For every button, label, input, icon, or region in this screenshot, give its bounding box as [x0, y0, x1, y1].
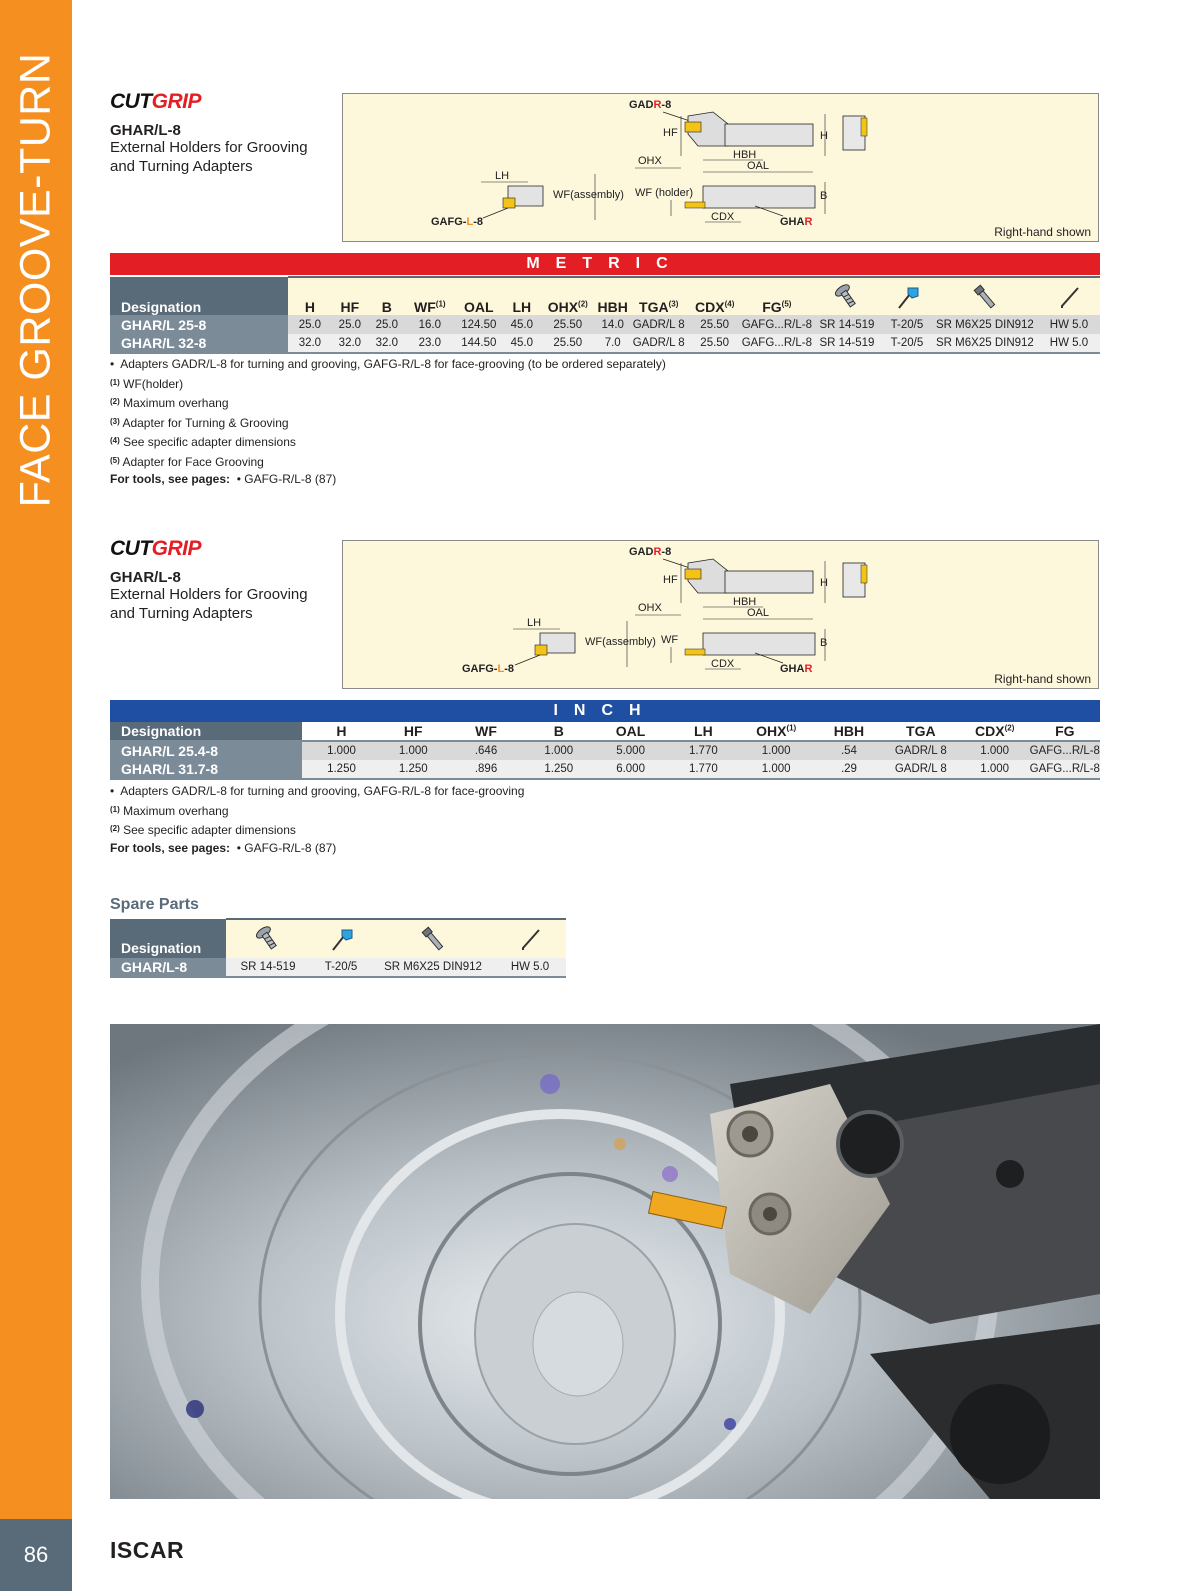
table-cell: HW 5.0 — [1038, 334, 1100, 353]
col-fg: FG — [1055, 723, 1075, 739]
col-oal: OAL — [615, 723, 646, 739]
product-section-inch — [110, 537, 1100, 857]
table-cell: 32.0 — [288, 334, 332, 353]
svg-text:HBH: HBH — [733, 596, 757, 608]
col-hf: HF — [403, 723, 423, 739]
table-row — [110, 741, 1100, 760]
table-cell: SR M6X25 DIN912 — [932, 315, 1038, 334]
footer-brand-logo: ISCAR — [110, 1537, 185, 1563]
table-cell: SR 14-519 — [812, 334, 882, 353]
screw-icon — [812, 277, 882, 315]
table-cell: 25.0 — [332, 315, 368, 334]
table-cell: GADR/L 8 — [882, 760, 960, 779]
section-sidebar — [0, 0, 72, 1519]
table-cell: SR M6X25 DIN912 — [932, 334, 1038, 353]
metric-spec-table — [110, 276, 1100, 354]
svg-text:CDX: CDX — [711, 211, 735, 223]
col-designation: Designation — [110, 277, 288, 315]
table-cell: 1.770 — [670, 741, 736, 760]
inch-spec-table — [110, 722, 1100, 780]
svg-text:GADR-8: GADR-8 — [629, 546, 672, 558]
table-cell: GADR/L 8 — [630, 334, 688, 353]
col-lh: LH — [694, 723, 713, 739]
table-cell: 6.000 — [591, 760, 671, 779]
col-designation: Designation — [110, 722, 302, 741]
svg-text:WF: WF — [661, 634, 679, 646]
col-cdx: CDX$^{(4)}$ — [688, 277, 742, 315]
section-title: FACE GROOVE-TURN — [11, 52, 60, 508]
row-designation: GHAR/L 31.7-8 — [110, 760, 302, 779]
col-tga: TGA$^{(3)}$ — [630, 277, 688, 315]
spare-parts-title: Spare Parts — [110, 896, 199, 913]
hex-key-icon — [1038, 277, 1100, 315]
table-cell: HW 5.0 — [1038, 315, 1100, 334]
col-ohx: OHX$^{(1)}$ — [756, 723, 797, 739]
table-cell: 1.250 — [381, 760, 445, 779]
table-header-row — [110, 722, 1100, 741]
table-cell: 1.000 — [736, 741, 816, 760]
table-cell: 16.0 — [406, 315, 454, 334]
table-cell: 45.0 — [504, 315, 540, 334]
table-cell: 124.50 — [454, 315, 504, 334]
table-cell: 1.000 — [960, 741, 1030, 760]
table-cell: 1.000 — [736, 760, 816, 779]
spare-parts-section — [110, 896, 1100, 986]
product-code: GHAR/L-8 — [110, 122, 181, 139]
table-cell: SR 14-519 — [812, 315, 882, 334]
table-cell: GAFG...R/L-8 — [742, 315, 812, 334]
table-cell: 7.0 — [596, 334, 630, 353]
tools-page-link[interactable]: GAFG-R/L-8 (87) — [244, 840, 337, 855]
svg-text:HBH: HBH — [733, 149, 757, 161]
row-designation: GHAR/L 25.4-8 — [110, 741, 302, 760]
col-hf: HF — [332, 277, 368, 315]
table-cell: HW 5.0 — [494, 958, 566, 977]
table-header-row — [110, 919, 566, 958]
table-cell: SR M6X25 DIN912 — [372, 958, 494, 977]
col-h: H — [336, 723, 347, 739]
table-header-row — [110, 277, 1100, 315]
table-cell: 25.50 — [688, 334, 742, 353]
table-cell: 1.000 — [302, 741, 382, 760]
svg-text:LH: LH — [527, 617, 542, 629]
table-cell: .29 — [816, 760, 882, 779]
row-designation: GHAR/L-8 — [110, 958, 226, 977]
col-cdx: CDX$^{(2)}$ — [975, 723, 1015, 739]
technical-drawing — [342, 93, 1099, 242]
table-cell: T-20/5 — [882, 315, 932, 334]
col-wf: WF — [475, 723, 497, 739]
col-hbh: HBH — [596, 277, 630, 315]
wrench-key-icon — [310, 919, 372, 958]
hex-key-icon — [494, 919, 566, 958]
page-number: 86 — [0, 1519, 72, 1591]
table-cell: GAFG...R/L-8 — [1030, 741, 1100, 760]
product-description: External Holders for Grooving and Turning Adapters — [110, 139, 308, 175]
table-cell: GADR/L 8 — [882, 741, 960, 760]
table-cell: 25.0 — [368, 315, 406, 334]
wrench-key-icon — [882, 277, 932, 315]
svg-text:WF(assembly): WF(assembly) — [585, 636, 656, 648]
table-cell: 1.770 — [670, 760, 736, 779]
svg-text:OHX: OHX — [638, 602, 662, 614]
tools-page-link[interactable]: GAFG-R/L-8 (87) — [244, 472, 337, 486]
svg-text:GAFG-L-8: GAFG-L-8 — [431, 216, 483, 228]
row-designation: GHAR/L 25-8 — [110, 315, 288, 334]
inch-band: INCH — [110, 700, 1100, 722]
cutgrip-logo: CUTGRIP — [110, 537, 202, 560]
table-cell: 25.50 — [688, 315, 742, 334]
col-wf: WF$^{(1)}$ — [406, 277, 454, 315]
svg-text:HF: HF — [663, 127, 678, 139]
table-cell: 45.0 — [504, 334, 540, 353]
svg-text:LH: LH — [495, 170, 510, 182]
table-cell: T-20/5 — [310, 958, 372, 977]
col-hbh: HBH — [833, 723, 865, 739]
svg-text:GAFG-L-8: GAFG-L-8 — [462, 663, 514, 675]
product-code: GHAR/L-8 — [110, 569, 181, 586]
table-cell: 25.50 — [540, 315, 596, 334]
col-ohx: OHX$^{(2)}$ — [540, 277, 596, 315]
svg-text:B: B — [820, 190, 828, 202]
svg-text:OAL: OAL — [747, 607, 770, 619]
right-hand-note: Right-hand shown — [994, 672, 1091, 686]
cutgrip-logo: CUTGRIP — [110, 90, 202, 113]
table-cell: 1.000 — [527, 741, 591, 760]
table-cell: .54 — [816, 741, 882, 760]
col-oal: OAL — [454, 277, 504, 315]
svg-text:GHAR: GHAR — [780, 663, 813, 675]
inch-notes: • Adapters GADR/L-8 for turning and grooving, GAFG-R/L-8 for face-grooving $^{(1)}$ Maximum overhang $^{(2)}$ See specific adapter dimensions For tools, see pages: • GAFG-R/L-8 (87) — [110, 784, 525, 855]
table-cell: .896 — [445, 760, 527, 779]
machining-photo — [110, 1024, 1100, 1499]
metric-band: METRIC — [110, 253, 1100, 275]
col-lh: LH — [504, 277, 540, 315]
table-cell: 14.0 — [596, 315, 630, 334]
drawing-svg — [343, 94, 1100, 243]
metric-notes: • Adapters GADR/L-8 for turning and grooving, GAFG-R/L-8 for face-grooving (to be ordered separately) $^{(1)}$ WF(holder) $^{(2)}$ Maximum overhang $^{(3)}$ Adapter for Turning & Grooving $^{(4)}$ See specific adapter dimensions $^{(5)}$ Adapter for Face Grooving For tools, see pages: • GAFG-R/L-8 (87) — [110, 357, 666, 486]
machining-photo-illustration — [110, 1024, 1100, 1499]
col-h: H — [288, 277, 332, 315]
product-section-metric — [110, 90, 1100, 490]
table-cell: 32.0 — [332, 334, 368, 353]
table-cell: 1.000 — [381, 741, 445, 760]
table-cell: GAFG...R/L-8 — [1030, 760, 1100, 779]
svg-text:GHAR: GHAR — [780, 216, 813, 228]
screw-icon — [226, 919, 310, 958]
bolt-icon — [932, 277, 1038, 315]
table-cell: GAFG...R/L-8 — [742, 334, 812, 353]
svg-text:HF: HF — [663, 574, 678, 586]
right-hand-note: Right-hand shown — [994, 225, 1091, 239]
col-designation: Designation — [110, 919, 226, 958]
table-cell: 1.250 — [302, 760, 382, 779]
svg-text:WF (holder): WF (holder) — [635, 187, 694, 199]
svg-text:CDX: CDX — [711, 658, 735, 670]
drawing-svg — [343, 541, 1100, 690]
svg-text:OAL: OAL — [747, 160, 770, 172]
spare-parts-table — [110, 918, 566, 978]
table-cell: 23.0 — [406, 334, 454, 353]
svg-text:WF(assembly): WF(assembly) — [553, 189, 624, 201]
table-row — [110, 958, 566, 977]
svg-text:GADR-8: GADR-8 — [629, 99, 672, 111]
table-cell: 32.0 — [368, 334, 406, 353]
svg-text:OHX: OHX — [638, 155, 662, 167]
svg-text:H: H — [820, 130, 828, 142]
table-cell: 25.50 — [540, 334, 596, 353]
bolt-icon — [372, 919, 494, 958]
product-description: External Holders for Grooving and Turning Adapters — [110, 586, 308, 622]
table-cell: 25.0 — [288, 315, 332, 334]
table-cell: 1.000 — [960, 760, 1030, 779]
col-tga: TGA — [906, 723, 936, 739]
technical-drawing — [342, 540, 1099, 689]
col-fg: FG$^{(5)}$ — [742, 277, 812, 315]
svg-text:H: H — [820, 577, 828, 589]
table-row — [110, 760, 1100, 779]
table-cell: 1.250 — [527, 760, 591, 779]
table-cell: GADR/L 8 — [630, 315, 688, 334]
table-row — [110, 334, 1100, 353]
table-cell: 5.000 — [591, 741, 671, 760]
col-b: B — [553, 723, 564, 739]
table-cell: 144.50 — [454, 334, 504, 353]
table-cell: T-20/5 — [882, 334, 932, 353]
table-row — [110, 315, 1100, 334]
table-cell: SR 14-519 — [226, 958, 310, 977]
svg-text:B: B — [820, 637, 828, 649]
table-cell: .646 — [445, 741, 527, 760]
row-designation: GHAR/L 32-8 — [110, 334, 288, 353]
col-b: B — [368, 277, 406, 315]
